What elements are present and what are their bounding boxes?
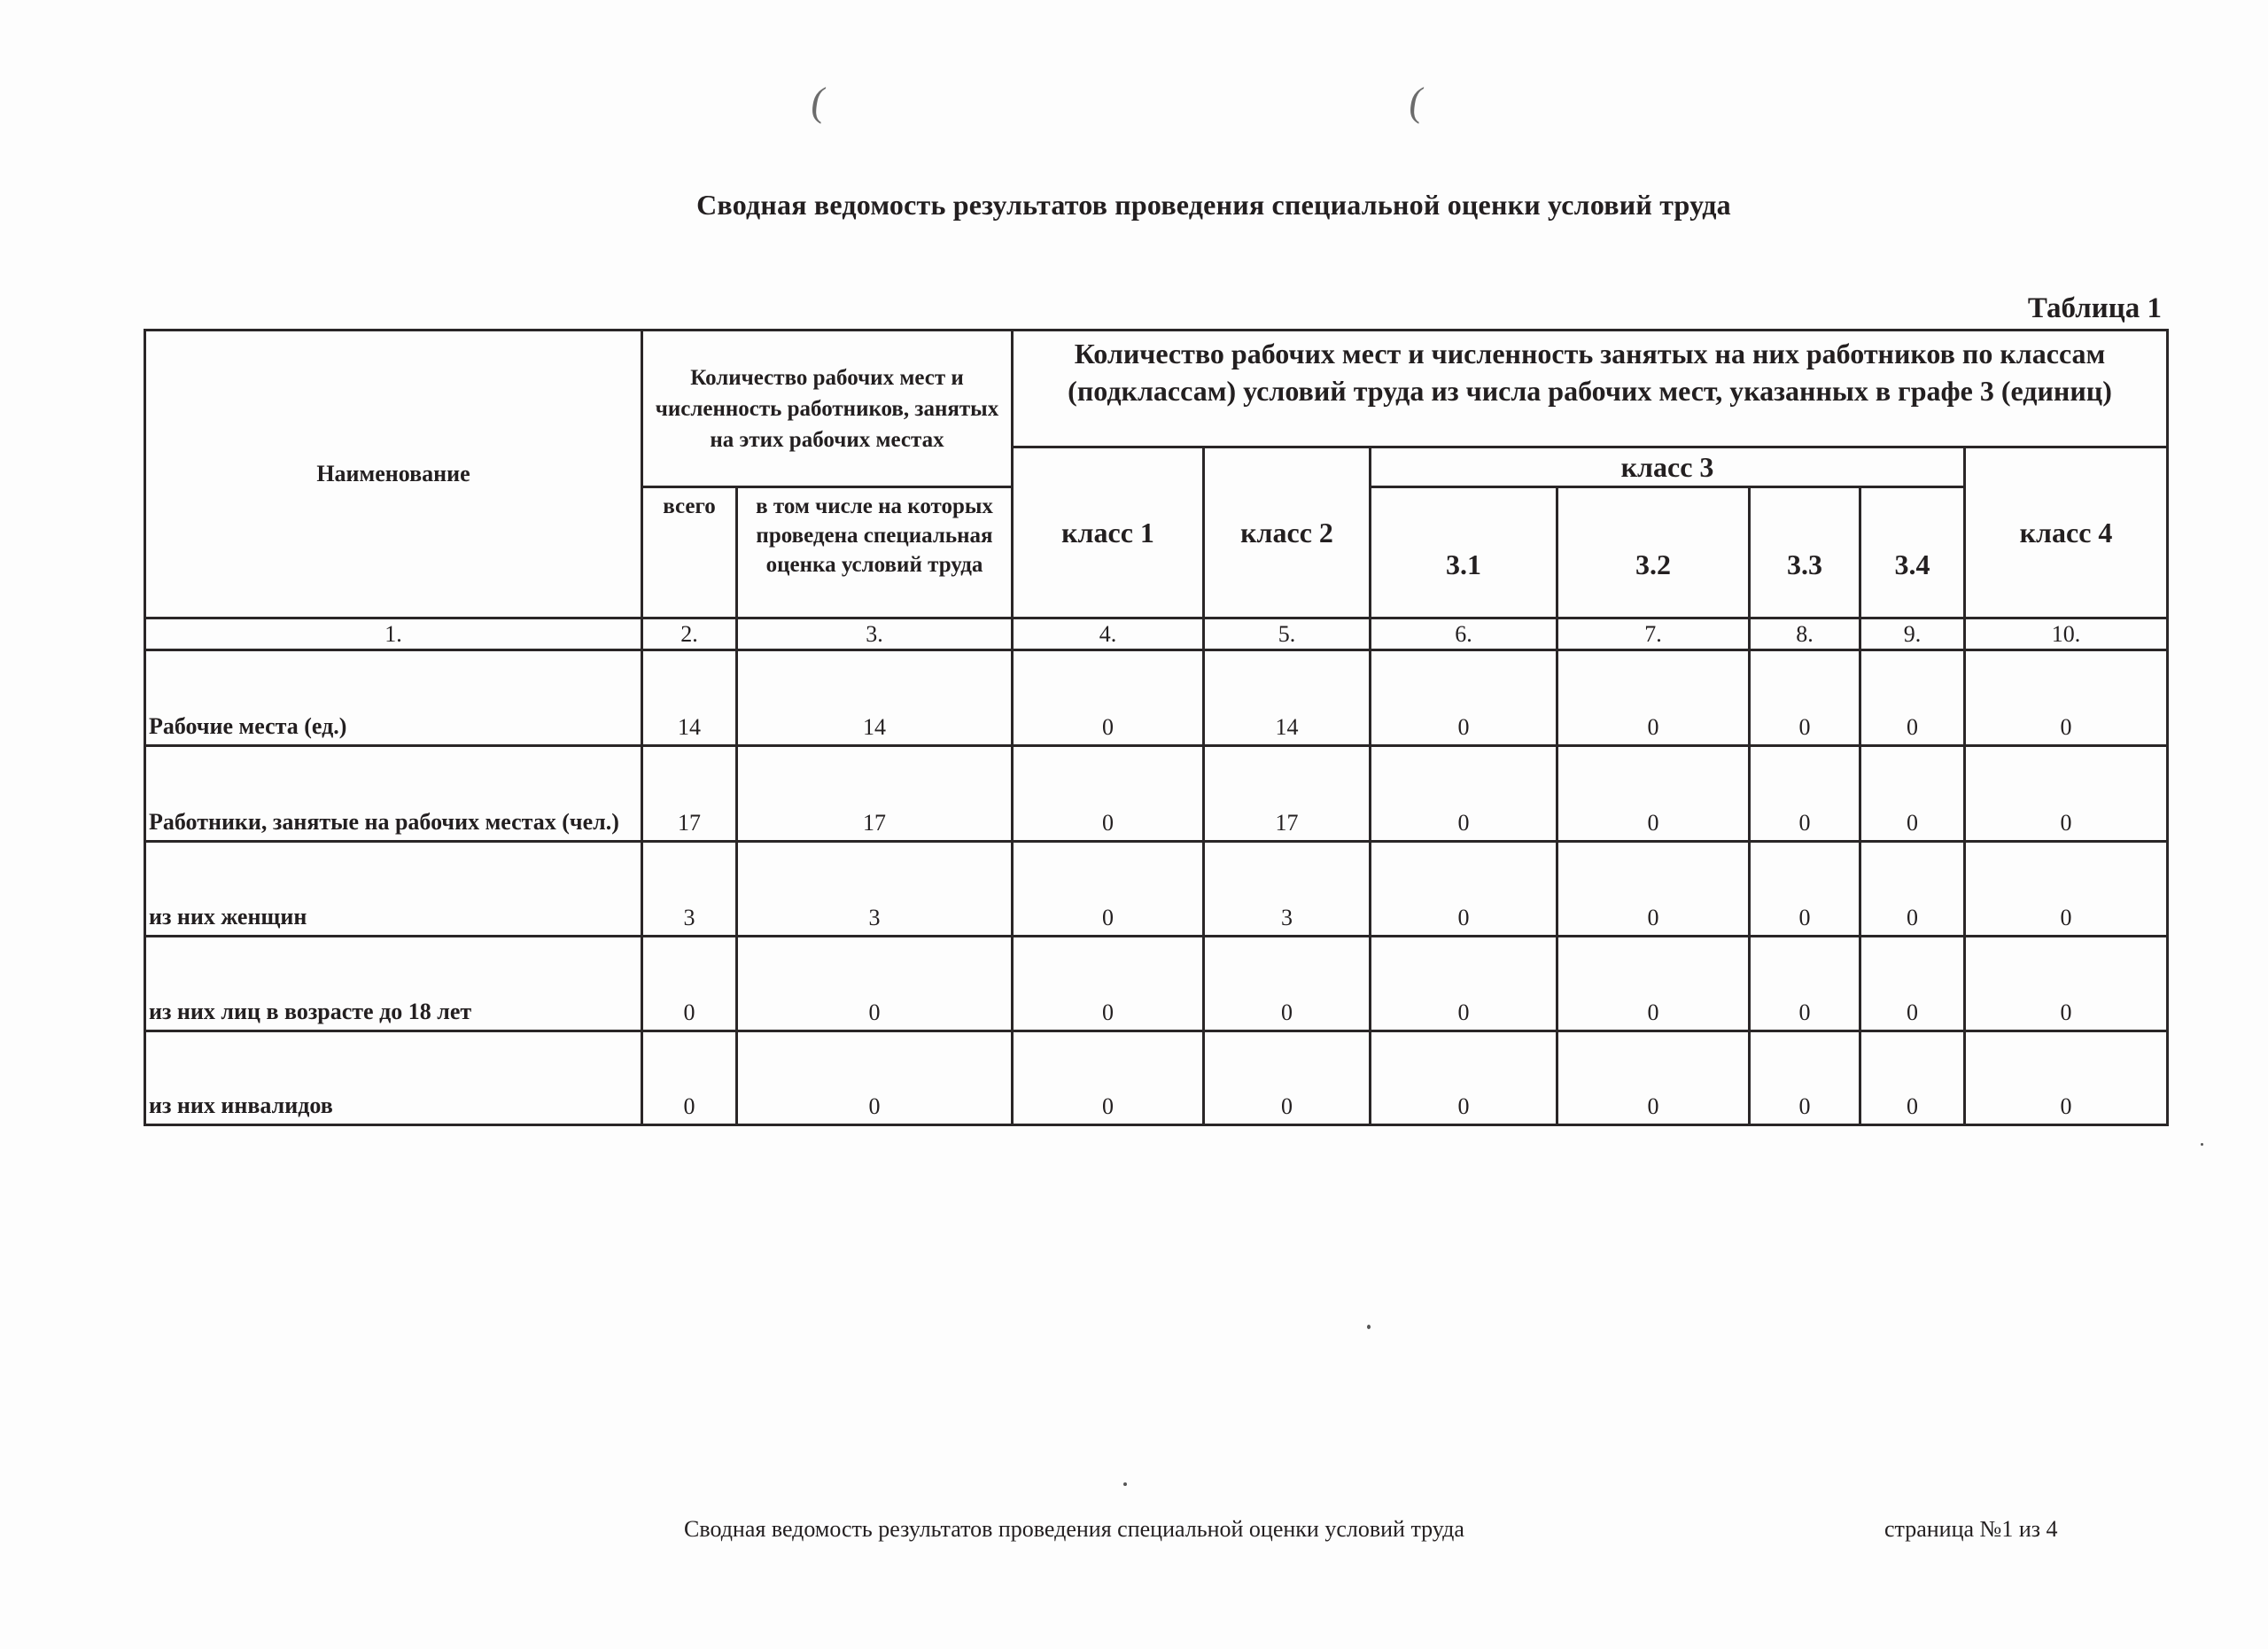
value-cell: 3 (1204, 842, 1371, 937)
header-assessed: в том числе на которых проведена специальная оценка условий труда (737, 487, 1013, 618)
row-label: Рабочие места (ед.) (145, 650, 642, 746)
value-cell: 0 (1013, 746, 1204, 842)
table-row-workers (145, 746, 2168, 842)
value-cell: 0 (1750, 842, 1860, 937)
value-cell: 0 (1013, 937, 1204, 1031)
value-cell: 3 (737, 842, 1013, 937)
value-cell: 0 (1860, 1031, 1965, 1125)
column-number: 10. (1965, 618, 2168, 650)
column-number-row (145, 618, 2168, 650)
value-cell: 0 (1965, 1031, 2168, 1125)
value-cell: 0 (1750, 746, 1860, 842)
value-cell: 0 (1204, 937, 1371, 1031)
value-cell: 14 (1204, 650, 1371, 746)
value-cell: 0 (1750, 1031, 1860, 1125)
column-number: 9. (1860, 618, 1965, 650)
column-number: 2. (642, 618, 737, 650)
header-class-3: класс 3 (1371, 447, 1965, 487)
value-cell: 0 (1371, 937, 1557, 1031)
header-classes-group: Количество рабочих мест и численность занятых на них работников по классам (подклассам) условий труда из числа рабочих мест, указанных в графе 3 (единиц) (1013, 331, 2168, 447)
value-cell: 0 (1371, 842, 1557, 937)
value-cell: 0 (642, 937, 737, 1031)
value-cell: 0 (642, 1031, 737, 1125)
value-cell: 0 (1965, 937, 2168, 1031)
value-cell: 0 (1860, 650, 1965, 746)
header-subclass-3-1: 3.1 (1371, 487, 1557, 618)
column-number: 7. (1557, 618, 1750, 650)
header-subclass-3-3: 3.3 (1750, 487, 1860, 618)
value-cell: 0 (1371, 650, 1557, 746)
page-number: страница №1 из 4 (1884, 1516, 2058, 1542)
header-total: всего (642, 487, 737, 618)
column-number: 4. (1013, 618, 1204, 650)
value-cell: 0 (1557, 650, 1750, 746)
value-cell: 0 (737, 1031, 1013, 1125)
header-class-1: класс 1 (1013, 447, 1204, 618)
value-cell: 0 (1557, 842, 1750, 937)
value-cell: 0 (1965, 842, 2168, 937)
scan-mark-right: ( (1406, 79, 1426, 124)
table-row-workplaces (145, 650, 2168, 746)
value-cell: 0 (1860, 746, 1965, 842)
header-subclass-3-2: 3.2 (1557, 487, 1750, 618)
table-label: Таблица 1 (2027, 292, 2162, 324)
value-cell: 0 (1750, 937, 1860, 1031)
header-quantity-group: Количество рабочих мест и численность работников, занятых на этих рабочих местах (642, 331, 1013, 487)
header-class-4: класс 4 (1965, 447, 2168, 618)
header-class-2: класс 2 (1204, 447, 1371, 618)
table-row-under-18 (145, 937, 2168, 1031)
header-subclass-3-4: 3.4 (1860, 487, 1965, 618)
value-cell: 17 (1204, 746, 1371, 842)
value-cell: 0 (1204, 1031, 1371, 1125)
value-cell: 3 (642, 842, 737, 937)
row-label: Работники, занятые на рабочих местах (чел.) (145, 746, 642, 842)
column-number: 6. (1371, 618, 1557, 650)
results-table (144, 329, 2169, 1126)
scan-speck (1367, 1325, 1371, 1329)
value-cell: 0 (1860, 937, 1965, 1031)
scan-mark-left: ( (808, 79, 828, 124)
value-cell: 0 (1557, 937, 1750, 1031)
row-label: из них инвалидов (145, 1031, 642, 1125)
value-cell: 14 (737, 650, 1013, 746)
column-number: 8. (1750, 618, 1860, 650)
value-cell: 0 (1860, 842, 1965, 937)
value-cell: 0 (1371, 1031, 1557, 1125)
table-row-women (145, 842, 2168, 937)
column-number: 5. (1204, 618, 1371, 650)
row-label: из них лиц в возрасте до 18 лет (145, 937, 642, 1031)
value-cell: 14 (642, 650, 737, 746)
value-cell: 0 (1557, 746, 1750, 842)
column-number: 1. (145, 618, 642, 650)
column-number: 3. (737, 618, 1013, 650)
value-cell: 0 (1965, 650, 2168, 746)
value-cell: 0 (1557, 1031, 1750, 1125)
scan-speck (1123, 1482, 1127, 1486)
value-cell: 17 (642, 746, 737, 842)
value-cell: 0 (1371, 746, 1557, 842)
value-cell: 0 (1750, 650, 1860, 746)
footer-title: Сводная ведомость результатов проведения специальной оценки условий труда (684, 1516, 1464, 1542)
value-cell: 0 (1965, 746, 2168, 842)
row-label: из них женщин (145, 842, 642, 937)
header-row-1 (145, 331, 2168, 447)
table-row-disabled (145, 1031, 2168, 1125)
value-cell: 17 (737, 746, 1013, 842)
value-cell: 0 (1013, 842, 1204, 937)
header-name: Наименование (145, 331, 642, 618)
value-cell: 0 (737, 937, 1013, 1031)
value-cell: 0 (1013, 650, 1204, 746)
value-cell: 0 (1013, 1031, 1204, 1125)
scan-speck (2201, 1143, 2203, 1146)
document-title: Сводная ведомость результатов проведения специальной оценки условий труда (696, 189, 1731, 221)
